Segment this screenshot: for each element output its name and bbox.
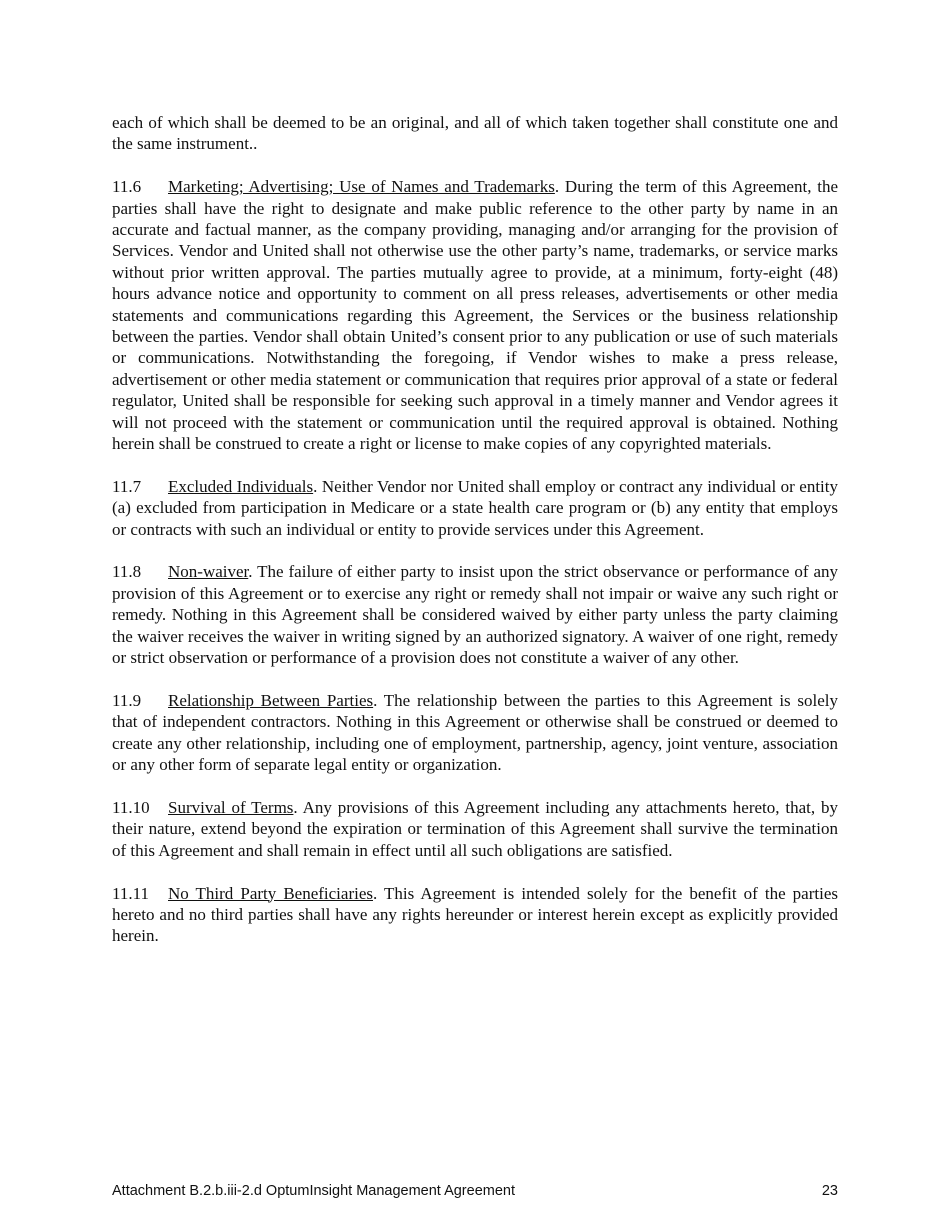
section-11-8	[112, 561, 838, 668]
section-11-6	[112, 176, 838, 454]
section-heading: No Third Party Beneficiaries	[168, 883, 373, 903]
section-heading: Excluded Individuals	[168, 476, 314, 496]
section-body: . This Agreement is intended solely for the benefit of the parties hereto and no third parties shall have any rights hereunder or interest herein except as explicitly provided herein.	[112, 883, 839, 946]
document-body	[112, 112, 838, 968]
section-number: 11.9	[112, 690, 142, 710]
section-body: . During the term of this Agreement, the parties shall have the right to designate and make public reference to the other party by name in an accurate and factual manner, as the company providing, managing and/or arranging for the provision of Services. Vendor and United shall not otherwise use the other party’s name, trademarks, or service marks without prior written approval. The parties mutually agree to provide, at a minimum, forty-eight (48) hours advance notice and opportunity to comment on all press releases, advertisements or other media statements and communications regarding this Agreement, the Services or the business relationship between the parties. Vendor shall obtain United’s consent prior to any publication or use of such materials or communications. Notwithstanding the foregoing, if Vendor wishes to make a press release, advertisement or other media statement or communication that requires prior approval of a state or federal regulator, United shall be responsible for seeking such approval in a timely manner and Vendor agrees it will not proceed with the statement or communication until the required approval is obtained. Nothing herein shall be construed to create a right or license to make copies of any copyrighted materials.	[112, 177, 838, 454]
footer-title: Attachment B.2.b.iii-2.d OptumInsight Management Agreement	[112, 1183, 515, 1199]
section-body: . The relationship between the parties to this Agreement is solely that of independent contractors. Nothing in this Agreement or otherwise shall be construed or deemed to create any other relationship, including one of employment, partnership, agency, joint venture, association or any other form of separate legal entity or organization.	[112, 690, 838, 775]
page-number: 23	[821, 1183, 838, 1199]
section-number: 11.10	[112, 797, 150, 817]
section-number: 11.11	[112, 883, 149, 903]
section-11-10	[112, 797, 838, 861]
section-11-11	[112, 883, 838, 947]
section-number: 11.7	[112, 476, 142, 496]
section-number: 11.6	[112, 177, 142, 197]
section-body: . The failure of either party to insist upon the strict observance or performance of any provision of this Agreement or to exercise any right or remedy shall not impair or waive any such right or remedy. Nothing in this Agreement shall be considered waived by either party unless the party claiming the waiver receives the waiver in writing signed by an authorized signatory. A waiver of one right, remedy or strict observation or performance of a provision does not constitute a waiver of any other.	[112, 562, 838, 668]
section-11-7	[112, 476, 838, 540]
page-footer	[112, 1183, 838, 1199]
section-heading: Non-waiver	[168, 562, 249, 582]
section-heading: Survival of Terms	[168, 797, 294, 817]
section-number: 11.8	[112, 562, 142, 582]
intro-paragraph: each of which shall be deemed to be an original, and all of which taken together shall constitute one and the same instrument..	[112, 113, 838, 154]
section-heading: Marketing; Advertising; Use of Names and Trademarks	[168, 177, 555, 197]
section-heading: Relationship Between Parties	[168, 690, 374, 710]
section-11-9	[112, 690, 838, 776]
section-body: . Any provisions of this Agreement including any attachments hereto, that, by their nature, extend beyond the expiration or termination of this Agreement shall survive the termination of this Agreement and shall remain in effect until all such obligations are satisfied.	[112, 797, 838, 860]
section-body: . Neither Vendor nor United shall employ or contract any individual or entity (a) excluded from participation in Medicare or a state health care program or (b) any entity that employs or contracts with such an individual or entity to provide services under this Agreement.	[112, 476, 838, 539]
